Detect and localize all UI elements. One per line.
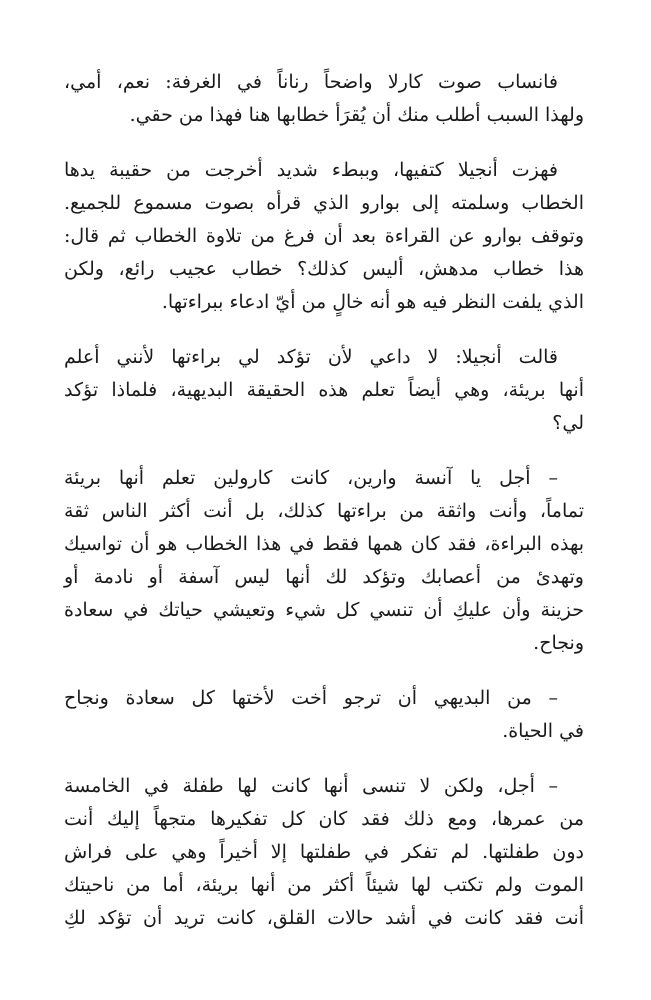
text-line: هذا خطاب مدهش، أليس كذلك؟ خطاب عجيب رائع، ولكن bbox=[64, 258, 584, 280]
paragraph-1 bbox=[64, 66, 584, 132]
text-line: فانساب صوت كارلا واضحاً رناناً في الغرفة: نعم، أمي، bbox=[64, 71, 558, 93]
text-line: في الحياة. bbox=[502, 720, 584, 742]
paragraph-6 bbox=[64, 770, 584, 935]
paragraph-3 bbox=[64, 341, 584, 440]
text-line: وتهدئ من أعصابك وتؤكد لك أنها ليس آسفة أو نادمة أو bbox=[64, 566, 584, 588]
text-line: أنت فقد كانت في أشد حالات القلق، كانت تريد أن تؤكد لكِ bbox=[64, 907, 584, 929]
paragraph-5 bbox=[64, 682, 584, 748]
book-page bbox=[64, 66, 584, 935]
text-line: – أجل يا آنسة وارين، كانت كارولين تعلم أنها بريئة bbox=[64, 467, 558, 489]
text-line: ونجاح. bbox=[533, 632, 584, 654]
text-line: أنها بريئة، وهي أيضاً تعلم هذه الحقيقة البديهية، فلماذا تؤكد bbox=[64, 379, 584, 401]
text-line: الموت ولم تكتب لها شيئاً أكثر من أنها بريئة، أما من ناحيتك bbox=[64, 874, 584, 896]
text-line: بهذه البراءة، فقد كان همها فقط في هذا الخطاب هو أن تواسيك bbox=[64, 533, 584, 555]
text-line: من عمرها، ومع ذلك فقد كان كل تفكيرها متجهاً إليك أنت bbox=[64, 808, 584, 830]
text-line: الخطاب وسلمته إلى بوارو الذي قرأه بصوت مسموع للجميع. bbox=[64, 192, 584, 214]
text-line: الذي يلفت النظر فيه هو أنه خالٍ من أيّ ادعاء ببراءتها. bbox=[161, 291, 584, 313]
text-line: وتوقف بوارو عن القراءة بعد أن فرغ من تلاوة الخطاب ثم قال: bbox=[64, 225, 584, 247]
text-line: حزينة وأن عليكِ أن تنسي كل شيء وتعيشي حياتك في سعادة bbox=[64, 599, 584, 621]
text-line: – أجل، ولكن لا تنسى أنها كانت لها طفلة في الخامسة bbox=[64, 775, 558, 797]
text-line: دون طفلتها. لم تفكر في طفلتها إلا أخيراً وهي على فراش bbox=[64, 841, 584, 863]
paragraph-2 bbox=[64, 154, 584, 319]
text-line: لي؟ bbox=[552, 412, 584, 434]
paragraph-4 bbox=[64, 462, 584, 660]
text-line: قالت أنجيلا: لا داعي لأن تؤكد لي براءتها لأنني أعلم bbox=[64, 346, 558, 368]
text-line: ولهذا السبب أطلب منك أن يُقرَأ خطابها هنا فهذا من حقي. bbox=[129, 104, 584, 126]
text-line: – من البديهي أن ترجو أخت لأختها كل سعادة ونجاح bbox=[64, 687, 558, 709]
text-line: فهزت أنجيلا كتفيها، وببطء شديد أخرجت من حقيبة يدها bbox=[64, 159, 558, 181]
text-line: تماماً، وأنت واثقة من براءتها كذلك، بل أنت أكثر الناس ثقة bbox=[64, 500, 584, 522]
